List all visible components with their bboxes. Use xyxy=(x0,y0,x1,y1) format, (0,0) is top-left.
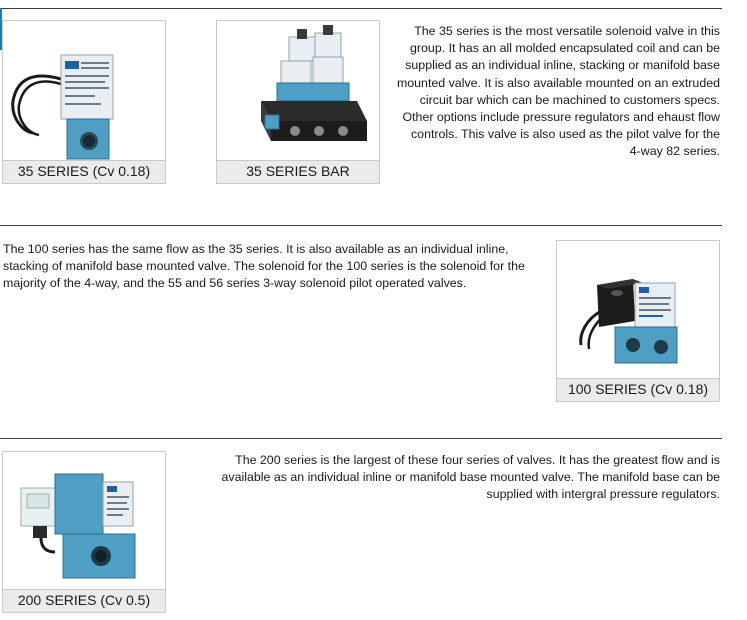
text-line: supplied as an individual inline, stacking or manifold base xyxy=(405,58,720,73)
section-divider xyxy=(0,225,722,226)
text-line: The 100 series has the same flow as the 35 series. It is also available as an individual inline, xyxy=(3,242,509,256)
text-line: available as an individual inline or manifold base mounted valve. The manifold base can be xyxy=(221,470,720,485)
caption-35-series-bar: 35 SERIES BAR xyxy=(217,160,379,183)
text-line: group. It has an all molded encapsulated coil and can be xyxy=(410,41,720,56)
text-line: mounted valve. It is also available mounted on an extruded xyxy=(396,75,720,90)
caption-35-series: 35 SERIES (Cv 0.18) xyxy=(3,160,165,183)
section-divider-top xyxy=(0,8,722,9)
text-line: circuit bar which can be machined to customers specs. xyxy=(419,92,720,107)
product-card-100-series xyxy=(556,240,720,402)
text-line: majority of the 4-way, and the 55 and 56 series 3-way solenoid pilot operated valves. xyxy=(3,276,467,291)
valve-image-200-series xyxy=(3,452,165,590)
section-divider xyxy=(0,438,722,439)
text-line: controls. This valve is also used as the pilot valve for the xyxy=(410,127,720,142)
product-card-200-series xyxy=(2,451,166,613)
valve-image-100-series xyxy=(557,241,719,379)
product-card-35-series-bar xyxy=(216,20,380,184)
caption-200-series: 200 SERIES (Cv 0.5) xyxy=(3,589,165,612)
text-line: The 35 series is the most versatile solenoid valve in this xyxy=(414,24,720,38)
description-35-series xyxy=(384,23,720,161)
valve-image-35-series-bar xyxy=(217,21,379,161)
text-line: Other options include pressure regulators and ehaust flow xyxy=(402,110,720,125)
description-100-series xyxy=(3,241,543,293)
valve-image-35-series xyxy=(3,21,165,161)
text-line: The 200 series is the largest of these four series of valves. It has the greatest flow and is xyxy=(235,453,720,467)
text-line: stacking of manifold base mounted valve. The solenoid for the 100 series is the solenoid for the xyxy=(3,259,525,274)
text-line: 4-way 82 series. xyxy=(629,144,720,159)
product-card-35-series xyxy=(2,20,166,184)
description-200-series xyxy=(200,452,720,504)
caption-100-series: 100 SERIES (Cv 0.18) xyxy=(557,378,719,401)
text-line: supplied with intergral pressure regulators. xyxy=(486,487,720,502)
